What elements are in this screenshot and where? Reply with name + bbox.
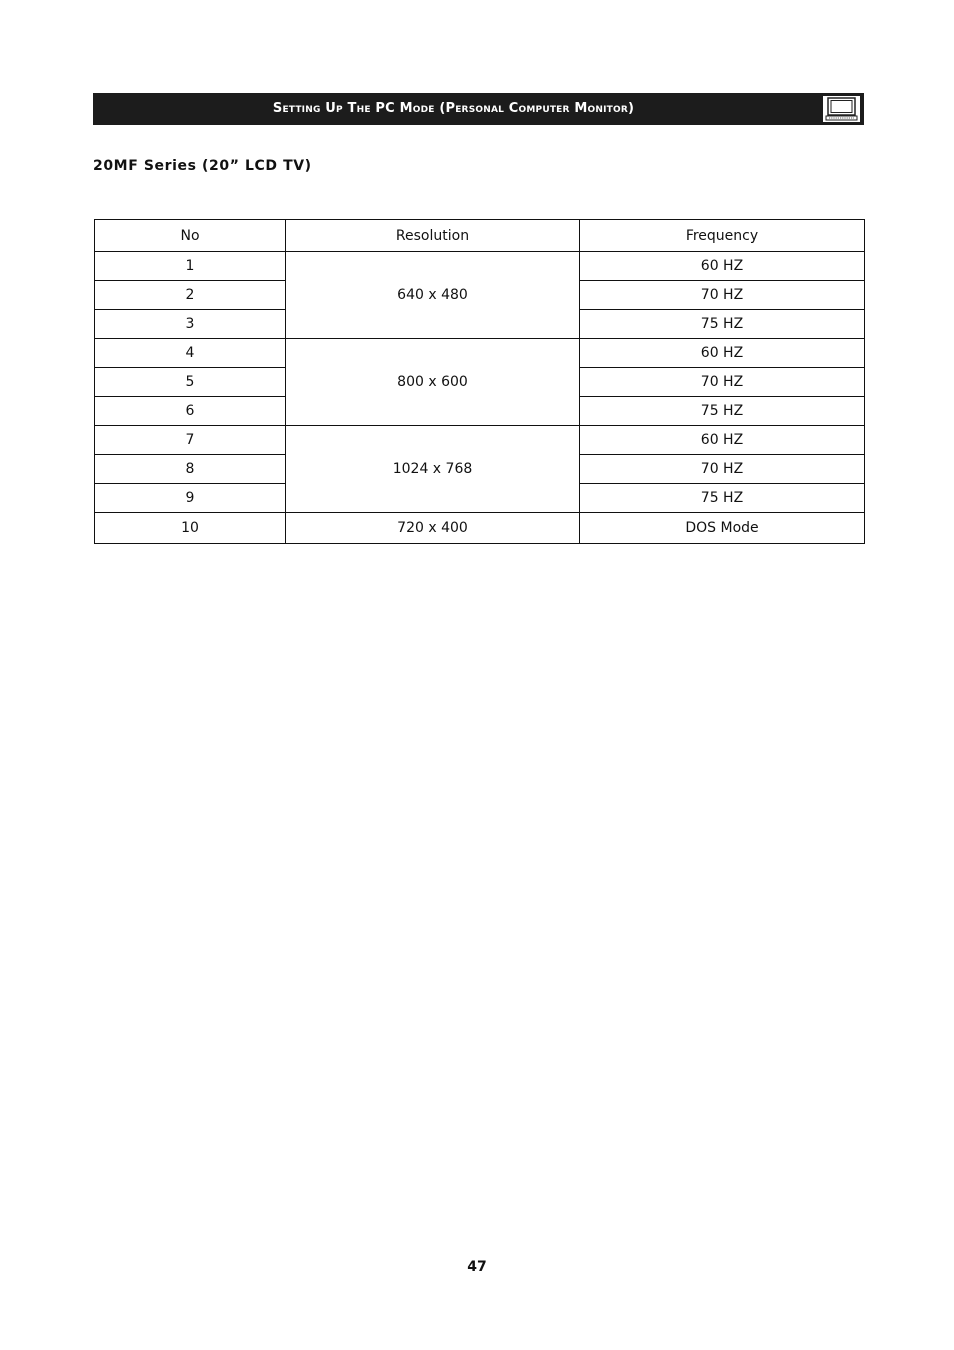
mode-number: 7	[95, 426, 286, 455]
table-row	[95, 252, 865, 281]
pc-modes-table	[94, 219, 865, 544]
frequency-cell: 70 HZ	[580, 455, 865, 484]
column-header-no: No	[95, 220, 286, 252]
mode-number: 5	[95, 368, 286, 397]
mode-number: 9	[95, 484, 286, 513]
section-header-title: Setting Up The PC Mode (Personal Computer Monitor)	[272, 101, 635, 116]
mode-number: 4	[95, 339, 286, 368]
table-header-row	[95, 220, 865, 252]
mode-number: 8	[95, 455, 286, 484]
table-row	[95, 339, 865, 368]
resolution-cell: 640 x 480	[286, 252, 580, 339]
mode-number: 1	[95, 252, 286, 281]
page-number: 47	[467, 1259, 487, 1275]
frequency-cell: 60 HZ	[580, 339, 865, 368]
series-heading: 20MF Series (20” LCD TV)	[93, 158, 312, 174]
mode-number: 3	[95, 310, 286, 339]
mode-number: 10	[95, 513, 286, 544]
frequency-cell: 70 HZ	[580, 368, 865, 397]
mode-number: 2	[95, 281, 286, 310]
monitor-icon	[822, 95, 861, 123]
frequency-cell: DOS Mode	[580, 513, 865, 544]
frequency-cell: 60 HZ	[580, 252, 865, 281]
frequency-cell: 75 HZ	[580, 397, 865, 426]
frequency-cell: 70 HZ	[580, 281, 865, 310]
frequency-cell: 60 HZ	[580, 426, 865, 455]
resolution-cell: 720 x 400	[286, 513, 580, 544]
resolution-cell: 1024 x 768	[286, 426, 580, 513]
table-row	[95, 426, 865, 455]
frequency-cell: 75 HZ	[580, 310, 865, 339]
frequency-cell: 75 HZ	[580, 484, 865, 513]
resolution-cell: 800 x 600	[286, 339, 580, 426]
column-header-frequency: Frequency	[580, 220, 865, 252]
column-header-resolution: Resolution	[286, 220, 580, 252]
mode-number: 6	[95, 397, 286, 426]
table-row	[95, 513, 865, 544]
section-header-bar	[93, 93, 864, 125]
